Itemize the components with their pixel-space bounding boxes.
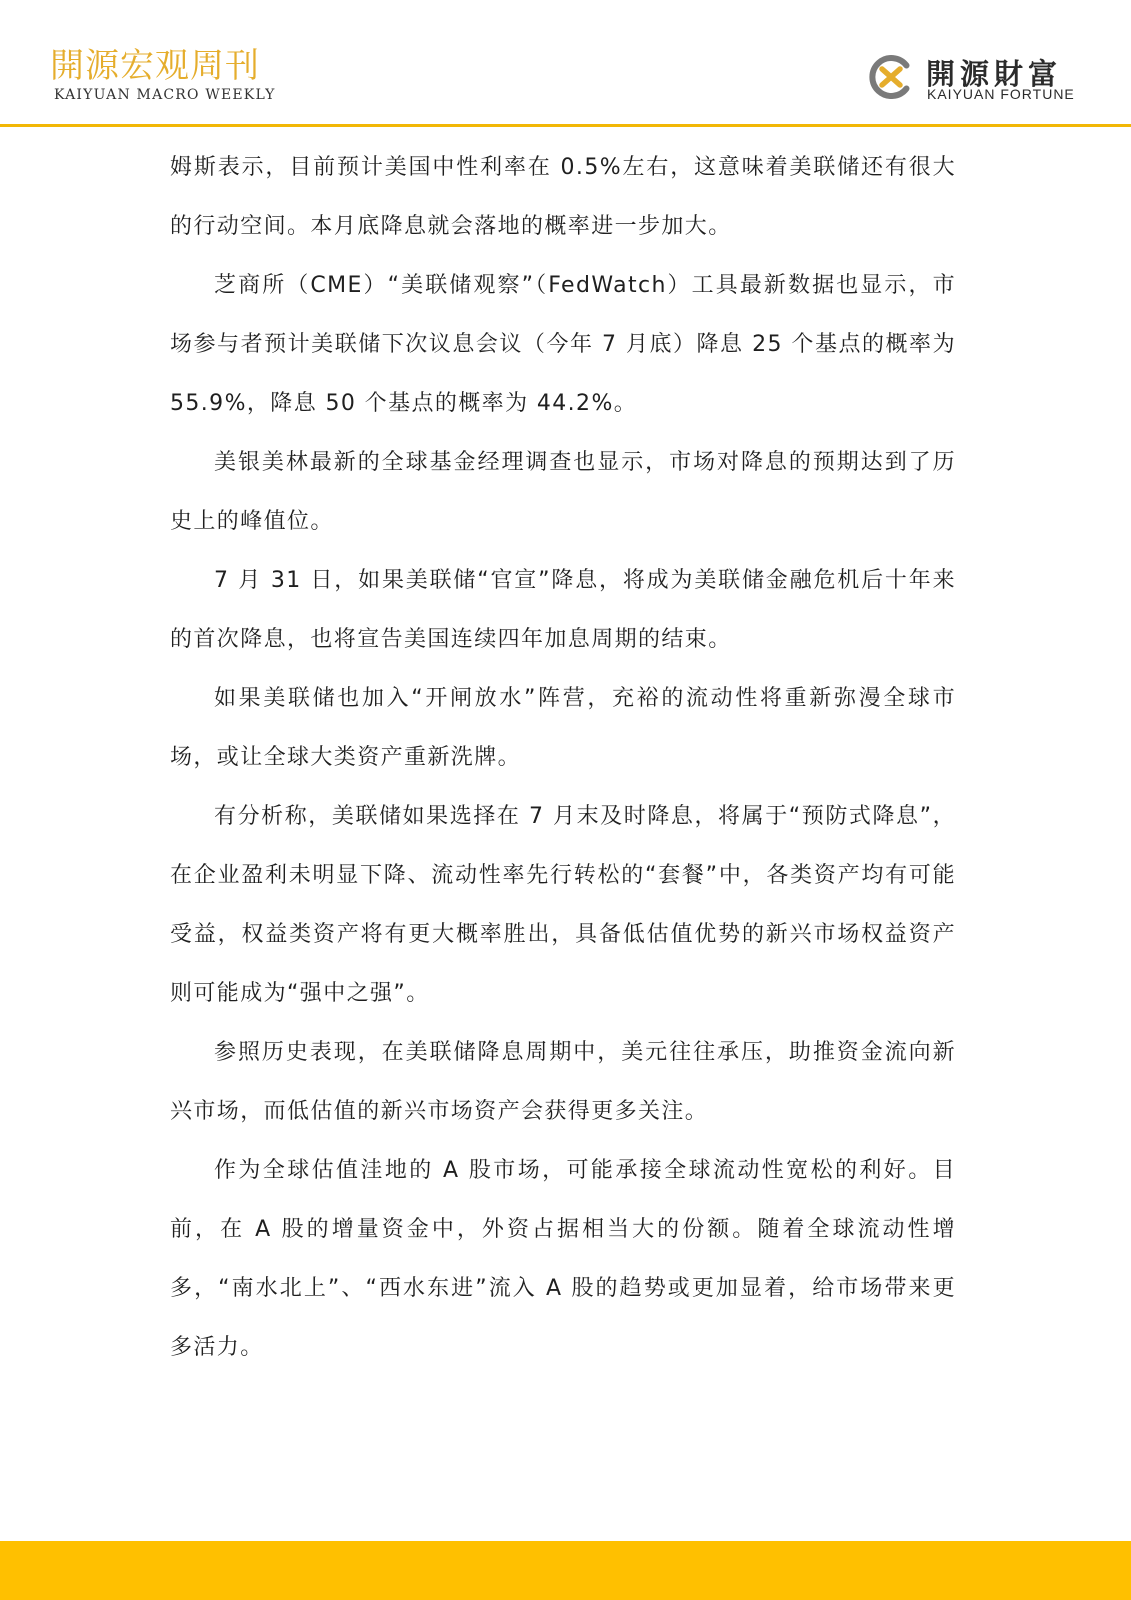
article-body [170, 138, 956, 1377]
paragraph: 如果美联储也加入“开闸放水”阵营，充裕的流动性将重新弥漫全球市场，或让全球大类资产重新洗牌。 [170, 686, 956, 770]
paragraph: 7 月 31 日，如果美联储“官宣”降息，将成为美联储金融危机后十年来的首次降息，也将宣告美国连续四年加息周期的结束。 [170, 568, 956, 652]
page-header [0, 0, 1131, 126]
paragraph: 芝商所（CME）“美联储观察”（FedWatch）工具最新数据也显示，市场参与者预计美联储下次议息会议（今年 7 月底）降息 25 个基点的概率为 55.9%，降息 50 个基点的概率为 44.2%。 [170, 273, 956, 416]
header-divider [0, 124, 1131, 127]
company-logo [866, 52, 1096, 108]
footer-band [0, 1541, 1131, 1600]
paragraph: 参照历史表现，在美联储降息周期中，美元往往承压，助推资金流向新兴市场，而低估值的新兴市场资产会获得更多关注。 [170, 1040, 956, 1124]
paragraph: 姆斯表示，目前预计美国中性利率在 0.5%左右，这意味着美联储还有很大的行动空间。本月底降息就会落地的概率进一步加大。 [170, 155, 956, 239]
kaiyuan-fortune-logo-icon [866, 52, 916, 102]
paragraph: 美银美林最新的全球基金经理调查也显示，市场对降息的预期达到了历史上的峰值位。 [170, 450, 956, 534]
publication-subtitle: KAIYUAN MACRO WEEKLY [54, 87, 276, 103]
publication-title: 開源宏观周刊 [50, 46, 260, 86]
paragraph: 有分析称，美联储如果选择在 7 月末及时降息，将属于“预防式降息”，在企业盈利未明显下降、流动性率先行转松的“套餐”中，各类资产均有可能受益，权益类资产将有更大概率胜出，具备低估值优势的新兴市场权益资产则可能成为“强中之强”。 [170, 804, 956, 1006]
logo-name-en: KAIYUAN FORTUNE [927, 86, 1075, 102]
logo-name-cn: 開源財富 [926, 57, 1063, 91]
paragraph: 作为全球估值洼地的 A 股市场，可能承接全球流动性宽松的利好。目前，在 A 股的增量资金中，外资占据相当大的份额。随着全球流动性增多，“南水北上”、“西水东进”流入 A 股的趋势或更加显着，给市场带来更多活力。 [170, 1158, 956, 1360]
